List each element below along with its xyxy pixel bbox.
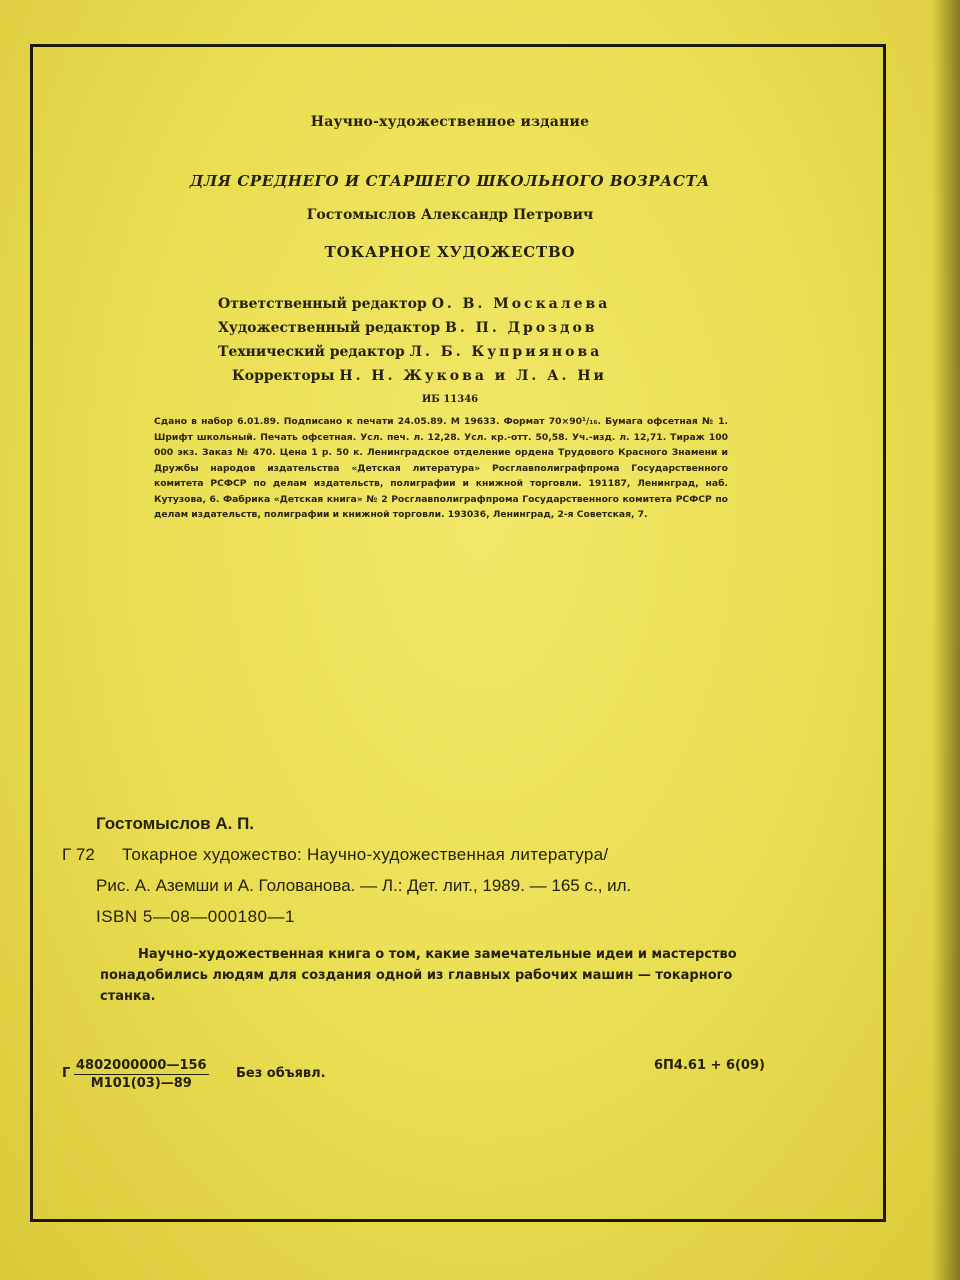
isbn: ISBN 5—08—000180—1	[96, 907, 295, 926]
credits-list	[218, 292, 610, 388]
credit-name: В. П. Дроздов	[445, 320, 598, 336]
index-numerator: 4802000000—156	[76, 1058, 207, 1073]
credit-role: Художественный редактор	[218, 320, 441, 336]
ib-number: ИБ 11346	[421, 394, 479, 405]
catalog-publication-line: Рис. А. Аземши и А. Голованова. — Л.: Дет. лит., 1989. — 165 с., ил.	[96, 876, 632, 895]
catalog-author: Гостомыслов А. П.	[96, 814, 255, 833]
index-denominator: М101(03)—89	[90, 1076, 192, 1091]
credit-name: О. В. Москалева	[431, 296, 611, 312]
credit-role: Технический редактор	[218, 344, 405, 360]
credit-role: Ответственный редактор	[218, 296, 427, 312]
bbk-code: 6П4.61 + 6(09)	[654, 1058, 765, 1073]
credit-role: Корректоры	[232, 368, 335, 384]
author-full-name: Гостомыслов Александр Петрович	[306, 207, 594, 223]
no-announcement: Без объявл.	[236, 1066, 326, 1081]
catalog-code: Г 72	[62, 845, 95, 864]
genre-label: Научно-художественное издание	[310, 114, 590, 130]
credit-row	[218, 340, 610, 364]
index-prefix: Г	[62, 1066, 71, 1081]
credit-row	[218, 316, 610, 340]
annotation-text: Научно-художественная книга о том, какие замечательные идеи и мастерство понадобились людям для создания одной из главных рабочих машин — токарного станка.	[100, 947, 737, 1004]
credit-row	[218, 364, 610, 388]
imprint-details: Сдано в набор 6.01.89. Подписано к печати 24.05.89. М 19633. Формат 70×90¹/₁₆. Бумага офсетная № 1. Шрифт школьный. Печать офсетная. Усл. печ. л. 12,28. Усл. кр.-отт. 50,58. Уч.-изд. л. 12,71. Тираж 100 000 экз. Заказ № 470. Цена 1 р. 50 к. Ленинградское отделение ордена Трудового Красного Знамени и Дружбы народов издательства «Детская литература» Росглавполиграфпрома Государственного комитета РСФСР по делам издательств, полиграфии и книжной торговли. 191187, Ленинград, наб. Кутузова, 6. Фабрика «Детская книга» № 2 Росглавполиграфпрома Государственного комитета РСФСР по делам издательств, полиграфии и книжной торговли. 193036, Ленинград, 2-я Советская, 7.	[154, 416, 728, 520]
credit-row	[218, 292, 610, 316]
book-title: ТОКАРНОЕ ХУДОЖЕСТВО	[324, 243, 576, 261]
credit-name: Н. Н. Жукова и Л. А. Ни	[339, 368, 607, 384]
catalog-title-line: Токарное художество: Научно-художественная литература/	[122, 845, 609, 864]
credit-name: Л. Б. Куприянова	[409, 344, 603, 360]
series-label: ДЛЯ СРЕДНЕГО И СТАРШЕГО ШКОЛЬНОГО ВОЗРАСТА	[189, 172, 711, 190]
index-fraction	[74, 1058, 209, 1091]
